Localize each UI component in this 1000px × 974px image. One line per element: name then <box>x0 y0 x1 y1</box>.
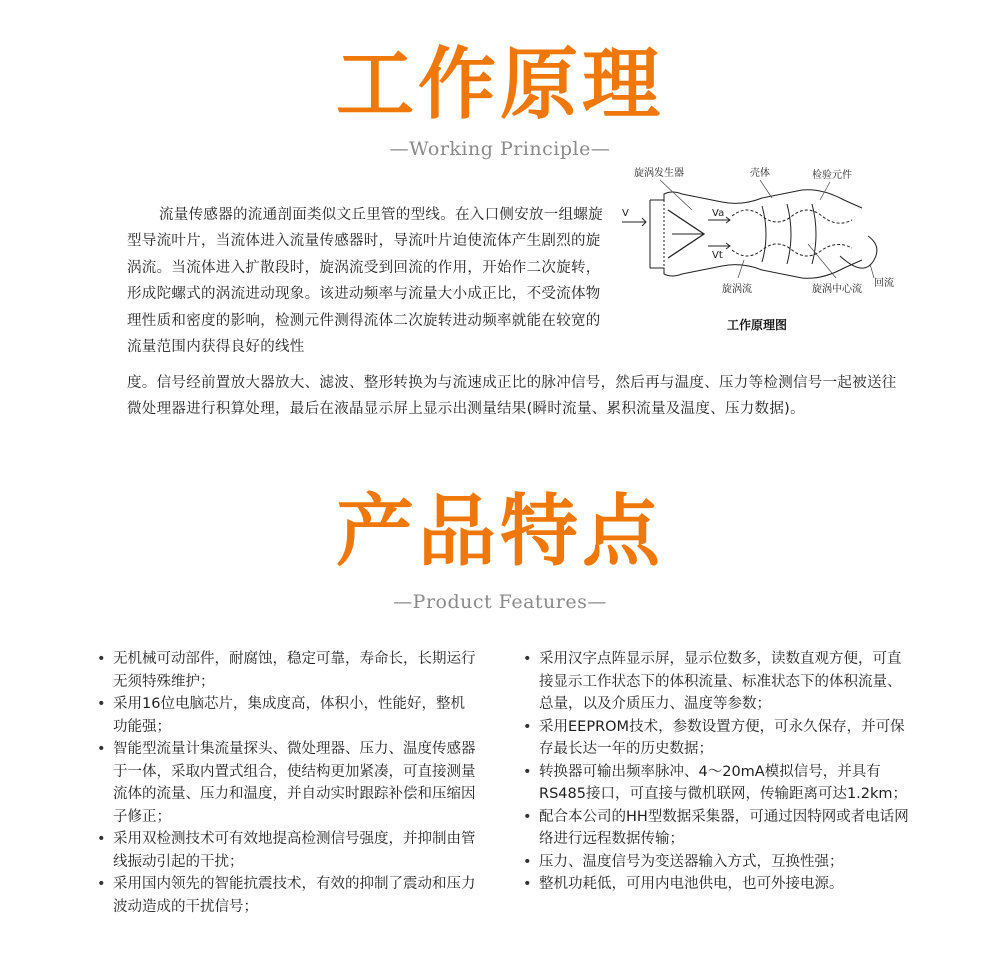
feature-text: • 采用16位电脑芯片，集成度高，体积小，性能好，整机功能强； <box>113 696 465 735</box>
feature-text: • 整机功耗低，可用内电池供电，也可外接电源。 <box>539 876 844 892</box>
label-shell: 壳体 <box>750 168 770 179</box>
feature-text: • 无机械可动部件，耐腐蚀，稳定可靠，寿命长，长期运行无须特殊维护； <box>113 651 476 690</box>
section-subtitle-working-principle: —Working Principle— <box>389 138 611 160</box>
list-item <box>97 738 477 828</box>
section-subtitle-product-features: —Product Features— <box>393 591 607 613</box>
list-item <box>523 761 913 806</box>
feature-text: • 采用EEPROM技术，参数设置方便，可永久保存，并可保存最长达一年的历史数据； <box>539 718 905 757</box>
list-item <box>523 648 913 716</box>
list-item <box>523 716 913 761</box>
principle-paragraph-part1: 流量传感器的流通剖面类似文丘里管的型线。在入口侧安放一组螺旋型导流叶片，当流体进入流量传感器时，导流叶片迫使流体产生剧烈的旋涡流。当流体进入扩散段时，旋涡流受到回流的作用，开始作二次旋转，形成陀螺式的涡流进动现象。该进动频率与流量大小成正比，不受流体物理性质和密度的影响，检测元件测得流体二次旋转进动频率就能在较宽的流量范围内获得良好的线性 <box>127 207 603 356</box>
list-item <box>97 828 477 873</box>
feature-text: • 转换器可输出频率脉冲、4～20mA模拟信号，并具有RS485接口，可直接与微机联网，传输距离可达1.2km； <box>539 763 908 802</box>
flow-sensor-body <box>622 190 877 279</box>
label-vt: Vt <box>712 250 723 261</box>
list-item <box>97 873 477 918</box>
feature-text: • 采用双检测技术可有效地提高检测信号强度，并抑制由管线振动引起的干扰； <box>113 831 476 870</box>
label-sensor: 检验元件 <box>812 170 852 181</box>
feature-text: • 智能型流量计集流量探头、微处理器、压力、温度传感器于一体，采取内置式组合，使结构更加紧凑，可直接测量流体的流量、压力和温度，并自动实时跟踪补偿和压缩因子修正； <box>113 741 476 825</box>
label-va: Va <box>712 208 725 219</box>
working-principle-diagram <box>612 160 902 340</box>
feature-text: • 采用国内领先的智能抗震技术，有效的抑制了震动和压力波动造成的干扰信号； <box>113 876 476 915</box>
section-title-working-principle: 工作原理 <box>335 40 664 130</box>
list-item <box>523 873 913 896</box>
features-list-left <box>97 648 477 918</box>
list-item <box>97 693 477 738</box>
feature-text: • 配合本公司的HH型数据采集器，可通过因特网或者电话网络进行远程数据传输； <box>539 808 909 847</box>
label-backflow: 回流 <box>874 278 894 289</box>
feature-text: • 采用汉字点阵显示屏，显示位数多，读数直观方便，可直接显示工作状态下的体积流量、标准状态下的体积流量、总量，以及介质压力、温度等参数； <box>539 651 902 712</box>
label-v: V <box>622 208 629 219</box>
features-list-right <box>523 648 913 896</box>
diagram-caption: 工作原理图 <box>726 318 787 332</box>
list-item <box>97 648 477 693</box>
label-swirl-center: 旋涡中心流 <box>812 284 862 295</box>
principle-paragraph-part2: 度。信号经前置放大器放大、滤波、整形转换为与流速成正比的脉冲信号，然后再与温度、压力等检测信号一起被送往微处理器进行积算处理，最后在液晶显示屏上显示出测量结果(瞬时流量、累积流量及温度、压力数据)。 <box>127 375 897 418</box>
feature-text: • 压力、温度信号为变送器输入方式，互换性强； <box>539 853 844 870</box>
label-swirl-generator: 旋涡发生器 <box>634 168 684 179</box>
label-swirl-flow: 旋涡流 <box>722 284 752 295</box>
list-item <box>523 806 913 851</box>
list-item <box>523 851 913 874</box>
section-title-product-features: 产品特点 <box>335 487 664 577</box>
